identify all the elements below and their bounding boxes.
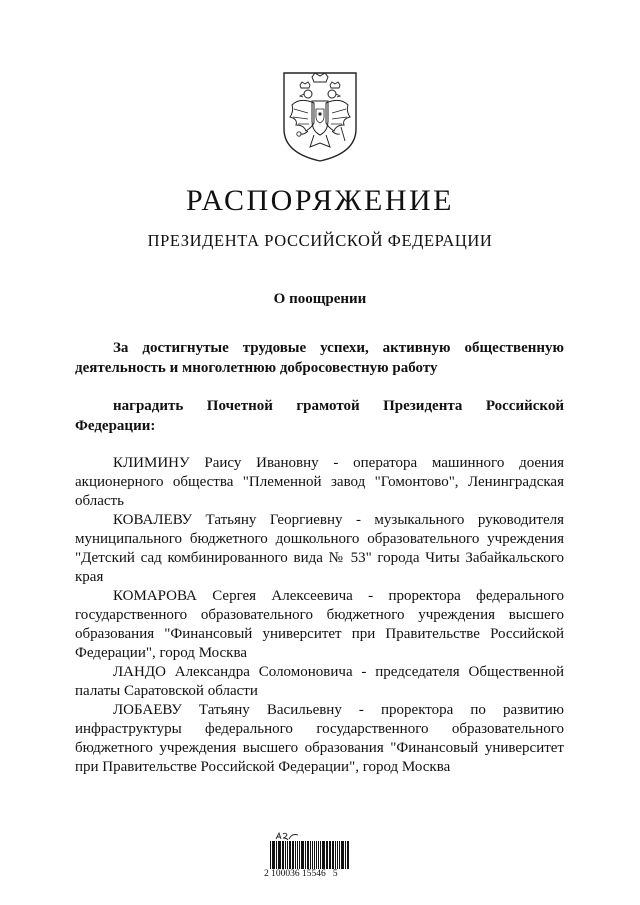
document-footer: [262, 831, 362, 881]
awardee-list: [75, 454, 564, 777]
awardee-entry: ЛОБАЕВУ Татьяну Васильевну - проректора по развитию инфраструктуры федерального государственного образовательного бюджетного учреждения высшего образования "Финансовый университет при Правительстве Российской Федерации", город Москва: [75, 702, 564, 775]
document-title: РАСПОРЯЖЕНИЕ: [185, 184, 455, 217]
double-headed-eagle-icon: [278, 67, 362, 163]
barcode: [270, 841, 350, 869]
awardee-entry: КОМАРОВА Сергея Алексеевича - проректора федерального государственного образовательного бюджетного учреждения высшего образования "Финансовый университет при Правительстве Российской Федерации", город Москва: [75, 588, 564, 661]
awardee-entry: КЛИМИНУ Раису Ивановну - оператора машинного доения акционерного общества "Племенной завод "Гомонтово", Ленинградская область: [75, 455, 564, 509]
preamble-paragraph: За достигнутые трудовые успехи, активную общественную деятельность и многолетнюю добросовестную работу: [75, 340, 564, 376]
awardee-entry: КОВАЛЕВУ Татьяну Георгиевну - музыкального руководителя муниципального бюджетного дошкольного образовательного учреждения "Детский сад комбинированного вида № 53" города Читы Забайкальского края: [75, 512, 564, 585]
document-subject: О поощрении: [273, 291, 367, 307]
decision-paragraph: наградить Почетной грамотой Президента Российской Федерации:: [75, 398, 564, 434]
initials-mark-icon: [275, 831, 299, 841]
awardee-entry: ЛАНДО Александра Соломоновича - председателя Общественной палаты Саратовской области: [75, 664, 564, 699]
barcode-number: 2 100036 15546 5: [264, 869, 338, 879]
document-subtitle: ПРЕЗИДЕНТА РОССИЙСКОЙ ФЕДЕРАЦИИ: [147, 231, 493, 250]
